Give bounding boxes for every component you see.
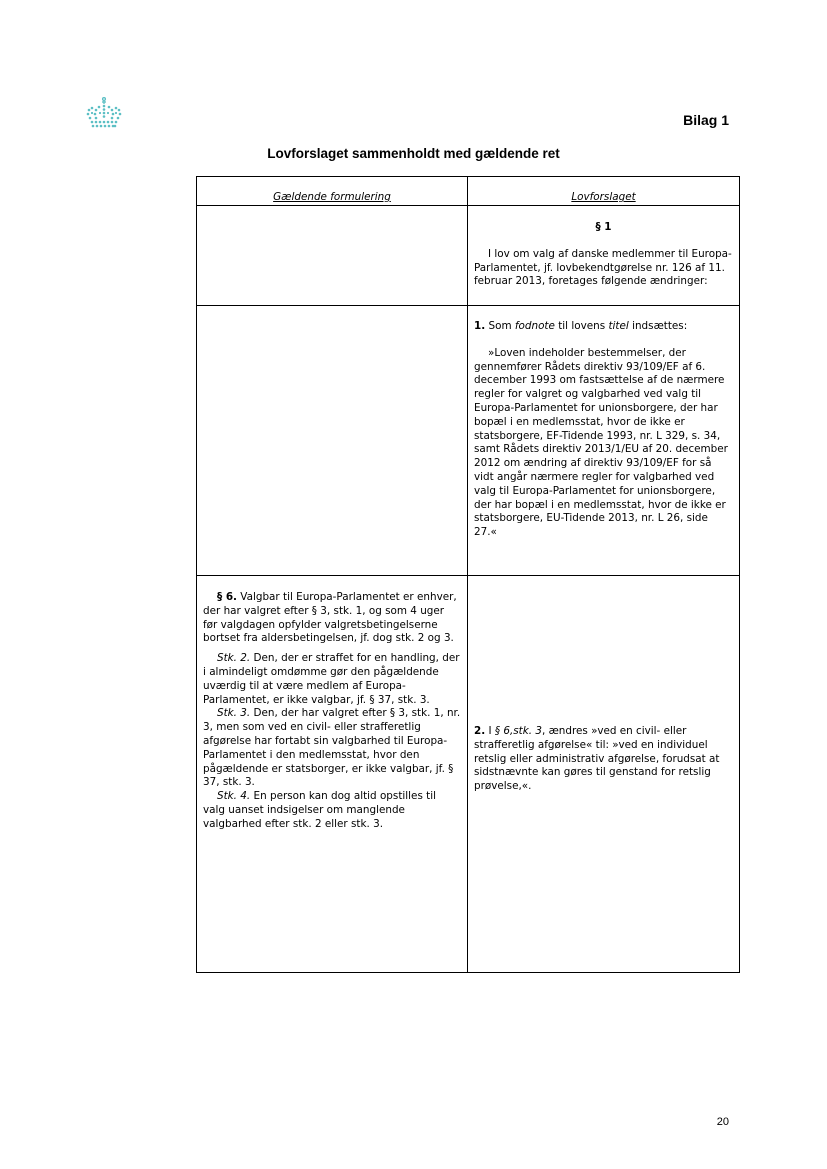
table-cell-empty xyxy=(197,206,468,306)
page-number: 20 xyxy=(716,1116,729,1128)
amendment-number: 2. xyxy=(474,725,486,737)
amendment-number: 1. xyxy=(474,320,486,332)
titel-term: titel xyxy=(608,320,629,332)
page-title: Lovforslaget sammenholdt med gældende ret xyxy=(267,146,560,161)
amendment-1-lead: 1. Som fodnote til lovens titel indsættes: xyxy=(474,320,688,332)
table-cell-section-intro xyxy=(468,206,740,306)
table-header-row xyxy=(197,177,740,206)
paragraph-stk-3: Stk. 3. Den, der har valgret efter § 3, stk. 1, nr. 3, men som ved en civil- eller strafferetlig afgørelse har fortabt sin valgbarhed til Europa-Parlamentet i den medlemsstat, hvor den pågældende er statsborger, er ikke valgbar, jf. § 37, stk. 3. xyxy=(203,707,461,789)
paragraph-stk-2: Stk. 2. Den, der er straffet for en handling, der i almindeligt omdømme gør den pågældende uværdig til at være medlem af Europa-Parlamentet, er ikke valgbar, jf. § 37, stk. 3. xyxy=(203,652,460,706)
amendment-2-text: 2. I § 6,stk. 3, ændres »ved en civil- eller strafferetlig afgørelse« til: »ved en individuel retslig eller administrativ afgørelse, forudsat at sidstnævnte kan gøres til genstand for retslig prøvelse,«. xyxy=(474,725,720,793)
comparison-table xyxy=(196,176,740,973)
section-reference: § 6,stk. 3 xyxy=(494,725,542,737)
fodnote-term: fodnote xyxy=(514,320,555,332)
table-cell-empty xyxy=(197,306,468,576)
table-row xyxy=(197,306,740,576)
table-cell-amendment-1 xyxy=(468,306,740,576)
footnote-quote: »Loven indeholder bestemmelser, der gennemfører Rådets direktiv 93/109/EF af 6. december 1993 om fastsættelse af de nærmere regler for valgret og valgbarhed ved valg til Europa-Parlamentet for unionsborgere, der har bopæl i en medlemsstat, hvor de ikke er statsborgere, EF-Tidende 1993, nr. L 329, s. 34, samt Rådets direktiv 2013/1/EU af 20. december 2012 om ændring af direktiv 93/109/EF for så vidt angår nærmere regler for valgbarhed ved valg til Europa-Parlamentet for unionsborgere, der har bopæl i en medlemsstat, hvor de ikke er statsborgere, EU-Tidende 2013, nr. L 26, side 27.« xyxy=(474,346,728,539)
column-header-bill: Lovforslaget xyxy=(468,177,740,206)
paragraph-stk-4: Stk. 4. En person kan dog altid opstilles til valg uanset indsigelser om manglende valgbarhed efter stk. 2 eller stk. 3. xyxy=(203,790,437,830)
table-row xyxy=(197,206,740,306)
table-row xyxy=(197,576,740,973)
table-cell-current-law xyxy=(197,576,468,973)
amendment-intro: I lov om valg af danske medlemmer til Europa-Parlamentet, jf. lovbekendtgørelse nr. 126 af 11. februar 2013, foretages følgende ændringer: xyxy=(474,247,732,288)
table-cell-amendment-2 xyxy=(468,576,740,973)
column-header-current-text: Gældende formulering xyxy=(197,177,468,206)
paragraph-section-6: § 6. Valgbar til Europa-Parlamentet er enhver, der har valgret efter § 3, stk. 1, og som 4 uger før valgdagen opfylder valgretsbetingelserne bortset fra aldersbetingelsen, jf. dog stk. 2 og 3. xyxy=(203,591,457,645)
section-heading: § 1 xyxy=(595,221,612,233)
crown-logo-icon xyxy=(84,96,124,130)
appendix-label: Bilag 1 xyxy=(683,112,729,128)
